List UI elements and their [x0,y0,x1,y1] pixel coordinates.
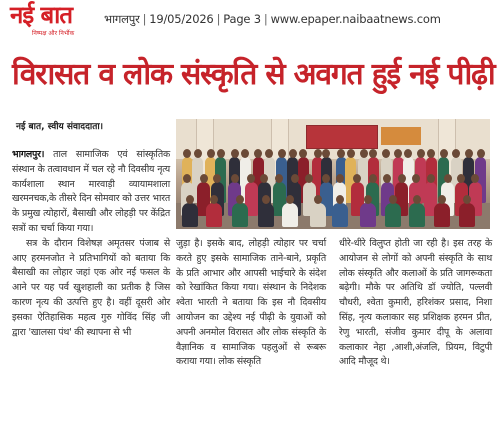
photo-person-head [444,174,452,183]
photo-person [360,203,376,227]
page-number: Page 3 [223,12,261,26]
photo-person-head [382,149,390,158]
article-column-1 [12,148,170,423]
photo-person-head [463,195,471,204]
site-link[interactable]: www.epaper.naibaatnews.com [270,12,441,26]
photo-person [459,203,475,227]
photo-person-head [360,149,368,158]
photo-person-head [477,149,485,158]
photo-person [258,203,274,227]
photo-banner [306,125,378,149]
photo-person-head [289,149,297,158]
article-paragraph [12,237,170,341]
photo-person-head [438,195,446,204]
edition-date: 19/05/2026 [149,12,214,26]
article-paragraph: जुड़ा है। इसके बाद, लोहड़ी त्योहार पर चर्चा करते हुए इसके सामाजिक ताने-बाने, प्रकृति के प्रति आभार और आपसी भाईचारे के संदेश को रेखांकित किया गया। संस्थान के निदेशक श्वेता भारती ने बताया कि इस नौ दिवसीय आयोजन का उद्देश्य नई पीढ़ी के युवाओं को अपनी अनमोल विरासत और लोक संस्कृति के वैज्ञानिक व सामाजिक पहलुओं से रूबरू कराया गया। लोक संस्कृति [176,238,326,368]
article-column-2 [176,237,326,423]
photo-person-head [336,174,344,183]
photo-person-head [217,149,225,158]
article-column-3 [339,237,492,423]
photo-person-head [347,149,355,158]
photo-person-head [194,149,202,158]
edition-info [104,12,441,27]
dateline: भागलपुर। [12,149,45,160]
photo-person [385,203,401,227]
photo-person-head [413,195,421,204]
newspaper-logo[interactable] [10,2,92,36]
photo-person-head [207,149,215,158]
photo-person-head [210,195,218,204]
photo-person-head [398,174,406,183]
photo-person-head [183,174,191,183]
logo-tagline: निष्पक्ष और निर्भीक [32,30,75,37]
photo-person-head [278,149,286,158]
photo-person-head [417,149,425,158]
group-photo [176,119,490,229]
article-headline: विरासत व लोक संस्कृति से अवगत हुई नई पीढ़ी [12,57,495,92]
article-byline: नई बात, स्वीय संवाददाता। [16,122,104,132]
photo-person [409,203,425,227]
photo-person-head [369,174,377,183]
separator: | [216,12,221,26]
photo-person [206,203,222,227]
photo-person [434,203,450,227]
separator: | [142,12,147,26]
logo-text: नई बात [10,0,73,29]
photo-person-head [314,149,322,158]
photo-person-head [231,174,239,183]
photo-person [332,203,348,227]
photo-banner [381,127,421,145]
photo-person-head [427,174,435,183]
separator: | [263,12,268,26]
photo-person [232,203,248,227]
photo-person [310,203,326,227]
photo-person [282,203,298,227]
photo-person [182,203,198,227]
photo-person-head [412,174,420,183]
article-paragraph [12,148,170,237]
photo-person-head [286,195,294,204]
photo-person-head [291,174,299,183]
edition-city: भागलपुर [104,12,140,26]
photo-person-head [465,149,473,158]
paragraph-text: सत्र के दौरान विशेषज्ञ अमृतसर पंजाब से आए हरमनजोत ने प्रतिभागियों को बताया कि बैसाखी का लोहार जहां एक ओर नई फसल के आने पर यह पर्व खुशहाली का प्रतीक है जिस कारण नृत्य की उत्पत्ति हुए है। वहीं दूसरी ओर इसका ऐतिहासिक महत्व गुरु गोविंद सिंह जी द्वारा 'खालसा पंथ' की स्थापना से भी [12,237,170,338]
paragraph-text: ताल सामाजिक एवं सांस्कृतिक संस्थान के तत्वावधान में चल रहे नौ दिवसीय नृत्य कार्यशाला स्थान मारवाड़ी व्यायामशाला खरमनचक,के तीसरे दिन सोमवार को उत्तर भारत के प्रमुख त्योहारों, बैसाखी और लोहड़ी पर केंद्रित सत्रों का चर्चा किया गया। [12,149,170,234]
masthead [0,0,500,44]
photo-person-head [440,149,448,158]
photo-person-head [231,149,239,158]
article-paragraph: धीरे-धीरे विलुप्त होती जा रही है। इस तरह के आयोजन से लोगों को अपनी संस्कृति के साथ लोक संस्कृति और कलाओं के प्रति जागरूकता बढ़ेगी। मौके पर अतिथि डॉ ज्योति, पल्लवी चौधरी, श्वेता कुमारी, हरिशंकर प्रसाद, निशा सिंह, नृत्य कलाकार सह प्रशिक्षक हरमन प्रीत, रेणु भारती, संजीव कुमार दीपू के अलावा कलाकार नेहा ,आशी,अंजलि, प्रियम, विटुपी आदि मौजूद थे। [339,238,492,368]
photo-person-head [200,174,208,183]
